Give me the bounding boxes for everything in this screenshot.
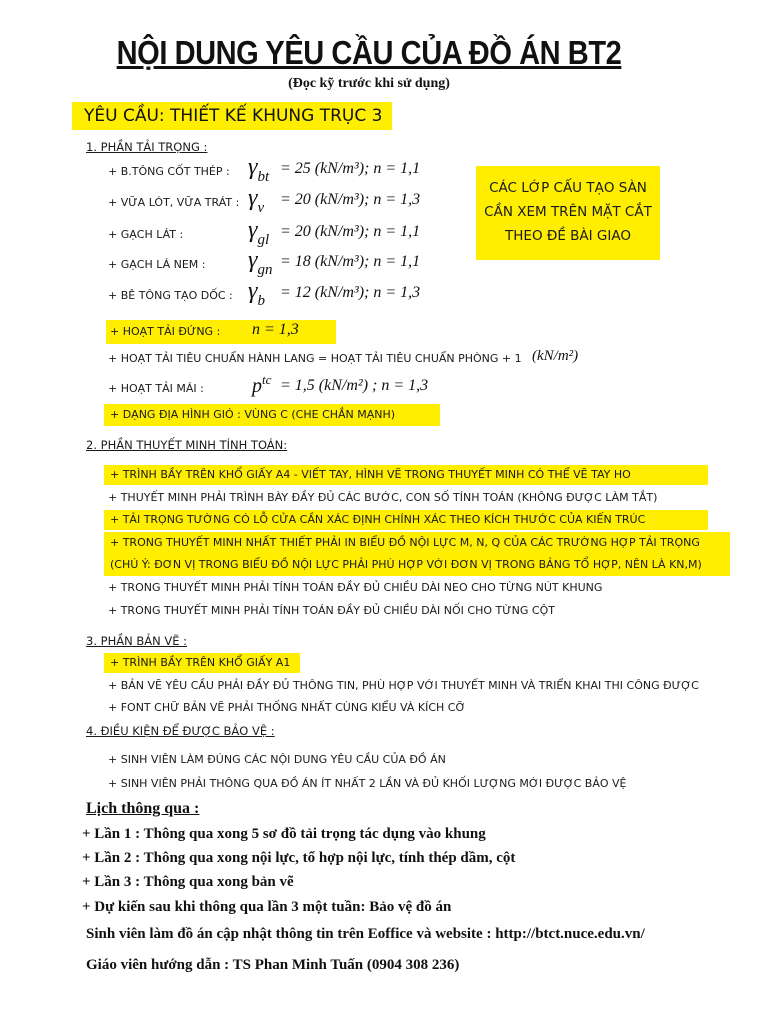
gamma-symbol: $\gamma_v$: [248, 185, 265, 216]
section3-line-2: + BẢN VẼ YÊU CẦU PHẢI ĐẦY ĐỦ THÔNG TIN, PHÙ HỢP VỚI THUYẾT MINH VÀ TRIỂN KHAI THI CÔNG ĐƯỢC: [108, 679, 699, 692]
load-label-nem: + GẠCH LÁ NEM :: [108, 258, 206, 271]
load-formula-mortar: = 20 (kN/m³); n = 1,3: [280, 191, 421, 208]
wind-zone-line: + DẠNG ĐỊA HÌNH GIÓ : VÙNG C (CHE CHẮN MẠNH): [104, 404, 440, 426]
load-label-slope-concrete: + BÊ TÔNG TẠO DỐC :: [108, 289, 233, 302]
corridor-load-unit: (kN/m²): [532, 348, 579, 364]
note-line: CẦN XEM TRÊN MẶT CẮT: [484, 204, 652, 220]
requirement-banner: YÊU CẦU: THIẾT KẾ KHUNG TRỤC 3: [72, 102, 392, 130]
section1-heading: 1. PHẦN TẢI TRỌNG :: [86, 140, 208, 154]
load-formula-nem: = 18 (kN/m³); n = 1,1: [280, 253, 421, 270]
schedule-item: + Lần 2 : Thông qua xong nội lực, tổ hợp nội lực, tính thép dầm, cột: [82, 850, 516, 866]
roof-load-label: + HOẠT TẢI MÁI :: [108, 382, 204, 395]
note-line: CÁC LỚP CẤU TẠO SÀN: [489, 180, 647, 196]
update-note: Sinh viên làm đồ án cập nhật thông tin trên Eoffice và website : http://btct.nuce.edu.vn/: [86, 926, 645, 942]
section2-line-7: + TRONG THUYẾT MINH PHẢI TÍNH TOÁN ĐẦY ĐỦ CHIỀU DÀI NỐI CHO TỪNG CỘT: [108, 604, 555, 617]
section3-heading: 3. PHẦN BẢN VẼ :: [86, 634, 188, 648]
schedule-item: + Lần 1 : Thông qua xong 5 sơ đồ tải trọng tác dụng vào khung: [82, 826, 486, 842]
note-line: THEO ĐỀ BÀI GIAO: [505, 228, 631, 244]
gamma-symbol: $\gamma_{bt}$: [248, 154, 270, 185]
roof-load-formula: = 1,5 (kN/m²) ; n = 1,3: [280, 377, 429, 394]
section2-line-4: + TRONG THUYẾT MINH NHẤT THIẾT PHẢI IN BIỂU ĐỒ NỘI LỰC M, N, Q CỦA CÁC TRƯỜNG HỢP TẢI TRỌNG: [110, 536, 700, 549]
page-title: NỘI DUNG YÊU CẦU CỦA ĐỒ ÁN BT2: [116, 34, 622, 71]
gamma-symbol: $\gamma_{gn}$: [248, 247, 273, 278]
section4-heading: 4. ĐIỀU KIỆN ĐỂ ĐƯỢC BẢO VỆ :: [86, 724, 275, 738]
section2-heading: 2. PHẦN THUYẾT MINH TÍNH TOÁN:: [86, 438, 288, 452]
schedule-item: + Dự kiến sau khi thông qua lần 3 một tuần: Bảo vệ đồ án: [82, 899, 452, 915]
live-load-label: + HOẠT TẢI ĐỨNG :: [110, 325, 221, 338]
section2-line-2: + THUYẾT MINH PHẢI TRÌNH BÀY ĐẦY ĐỦ CÁC BƯỚC, CON SỐ TÍNH TOÁN (KHÔNG ĐƯỢC LÀM TẮT): [108, 491, 658, 504]
section2-line-6: + TRONG THUYẾT MINH PHẢI TÍNH TOÁN ĐẦY ĐỦ CHIỀU DÀI NEO CHO TỪNG NÚT KHUNG: [108, 581, 603, 594]
gamma-symbol: $\gamma_b$: [248, 278, 265, 309]
load-label-mortar: + VỮA LÓT, VỮA TRÁT :: [108, 196, 240, 209]
load-formula-tile: = 20 (kN/m³); n = 1,1: [280, 223, 421, 240]
gamma-symbol: $\gamma_{gl}$: [248, 217, 270, 248]
load-label-concrete: + B.TÔNG CỐT THÉP :: [108, 165, 230, 178]
section2-line-5: (CHÚ Ý: ĐƠN VỊ TRONG BIỂU ĐỒ NỘI LỰC PHẢI PHÙ HỢP VỚI ĐƠN VỊ TRONG BẢNG TỔ HỢP, NÊN LÀ KN,M): [110, 558, 702, 571]
live-load-formula: n = 1,3: [252, 321, 299, 338]
section2-line-3: + TẢI TRỌNG TƯỜNG CÓ LỖ CỬA CẦN XÁC ĐỊNH CHÍNH XÁC THEO KÍCH THƯỚC CỦA KIẾN TRÚC: [104, 510, 708, 530]
roof-load-symbol: $p^{tc}$: [252, 372, 272, 397]
section4-line-2: + SINH VIÊN PHẢI THÔNG QUA ĐỒ ÁN ÍT NHẤT 2 LẦN VÀ ĐỦ KHỐI LƯỢNG MỚI ĐƯỢC BẢO VỆ: [108, 777, 627, 790]
teacher-contact: Giáo viên hướng dẫn : TS Phan Minh Tuấn (0904 308 236): [86, 957, 460, 973]
load-label-tile: + GẠCH LÁT :: [108, 228, 184, 241]
load-formula-slope-concrete: = 12 (kN/m³); n = 1,3: [280, 284, 421, 301]
page-subtitle: (Đọc kỹ trước khi sử dụng): [288, 76, 450, 91]
floor-layers-note: [476, 166, 660, 260]
section3-line-1: + TRÌNH BẦY TRÊN KHỔ GIẤY A1: [104, 653, 300, 673]
corridor-load-label: + HOẠT TẢI TIÊU CHUẨN HÀNH LANG = HOẠT TẢI TIÊU CHUẨN PHÒNG + 1: [108, 352, 522, 365]
section2-highlight-block: [104, 532, 730, 576]
load-formula-concrete: = 25 (kN/m³); n = 1,1: [280, 160, 421, 177]
section2-line-1: + TRÌNH BẦY TRÊN KHỔ GIẤY A4 - VIẾT TAY, HÌNH VẼ TRONG THUYẾT MINH CÓ THỂ VẼ TAY HO: [104, 465, 708, 485]
live-load-highlight: [106, 320, 336, 344]
section3-line-3: + FONT CHỮ BẢN VẼ PHẢI THỐNG NHẤT CÙNG KIỂU VÀ KÍCH CỠ: [108, 701, 466, 714]
schedule-heading: Lịch thông qua :: [86, 800, 200, 817]
schedule-item: + Lần 3 : Thông qua xong bản vẽ: [82, 874, 294, 890]
section4-line-1: + SINH VIÊN LÀM ĐÚNG CÁC NỘI DUNG YÊU CẦU CỦA ĐỒ ÁN: [108, 753, 446, 766]
